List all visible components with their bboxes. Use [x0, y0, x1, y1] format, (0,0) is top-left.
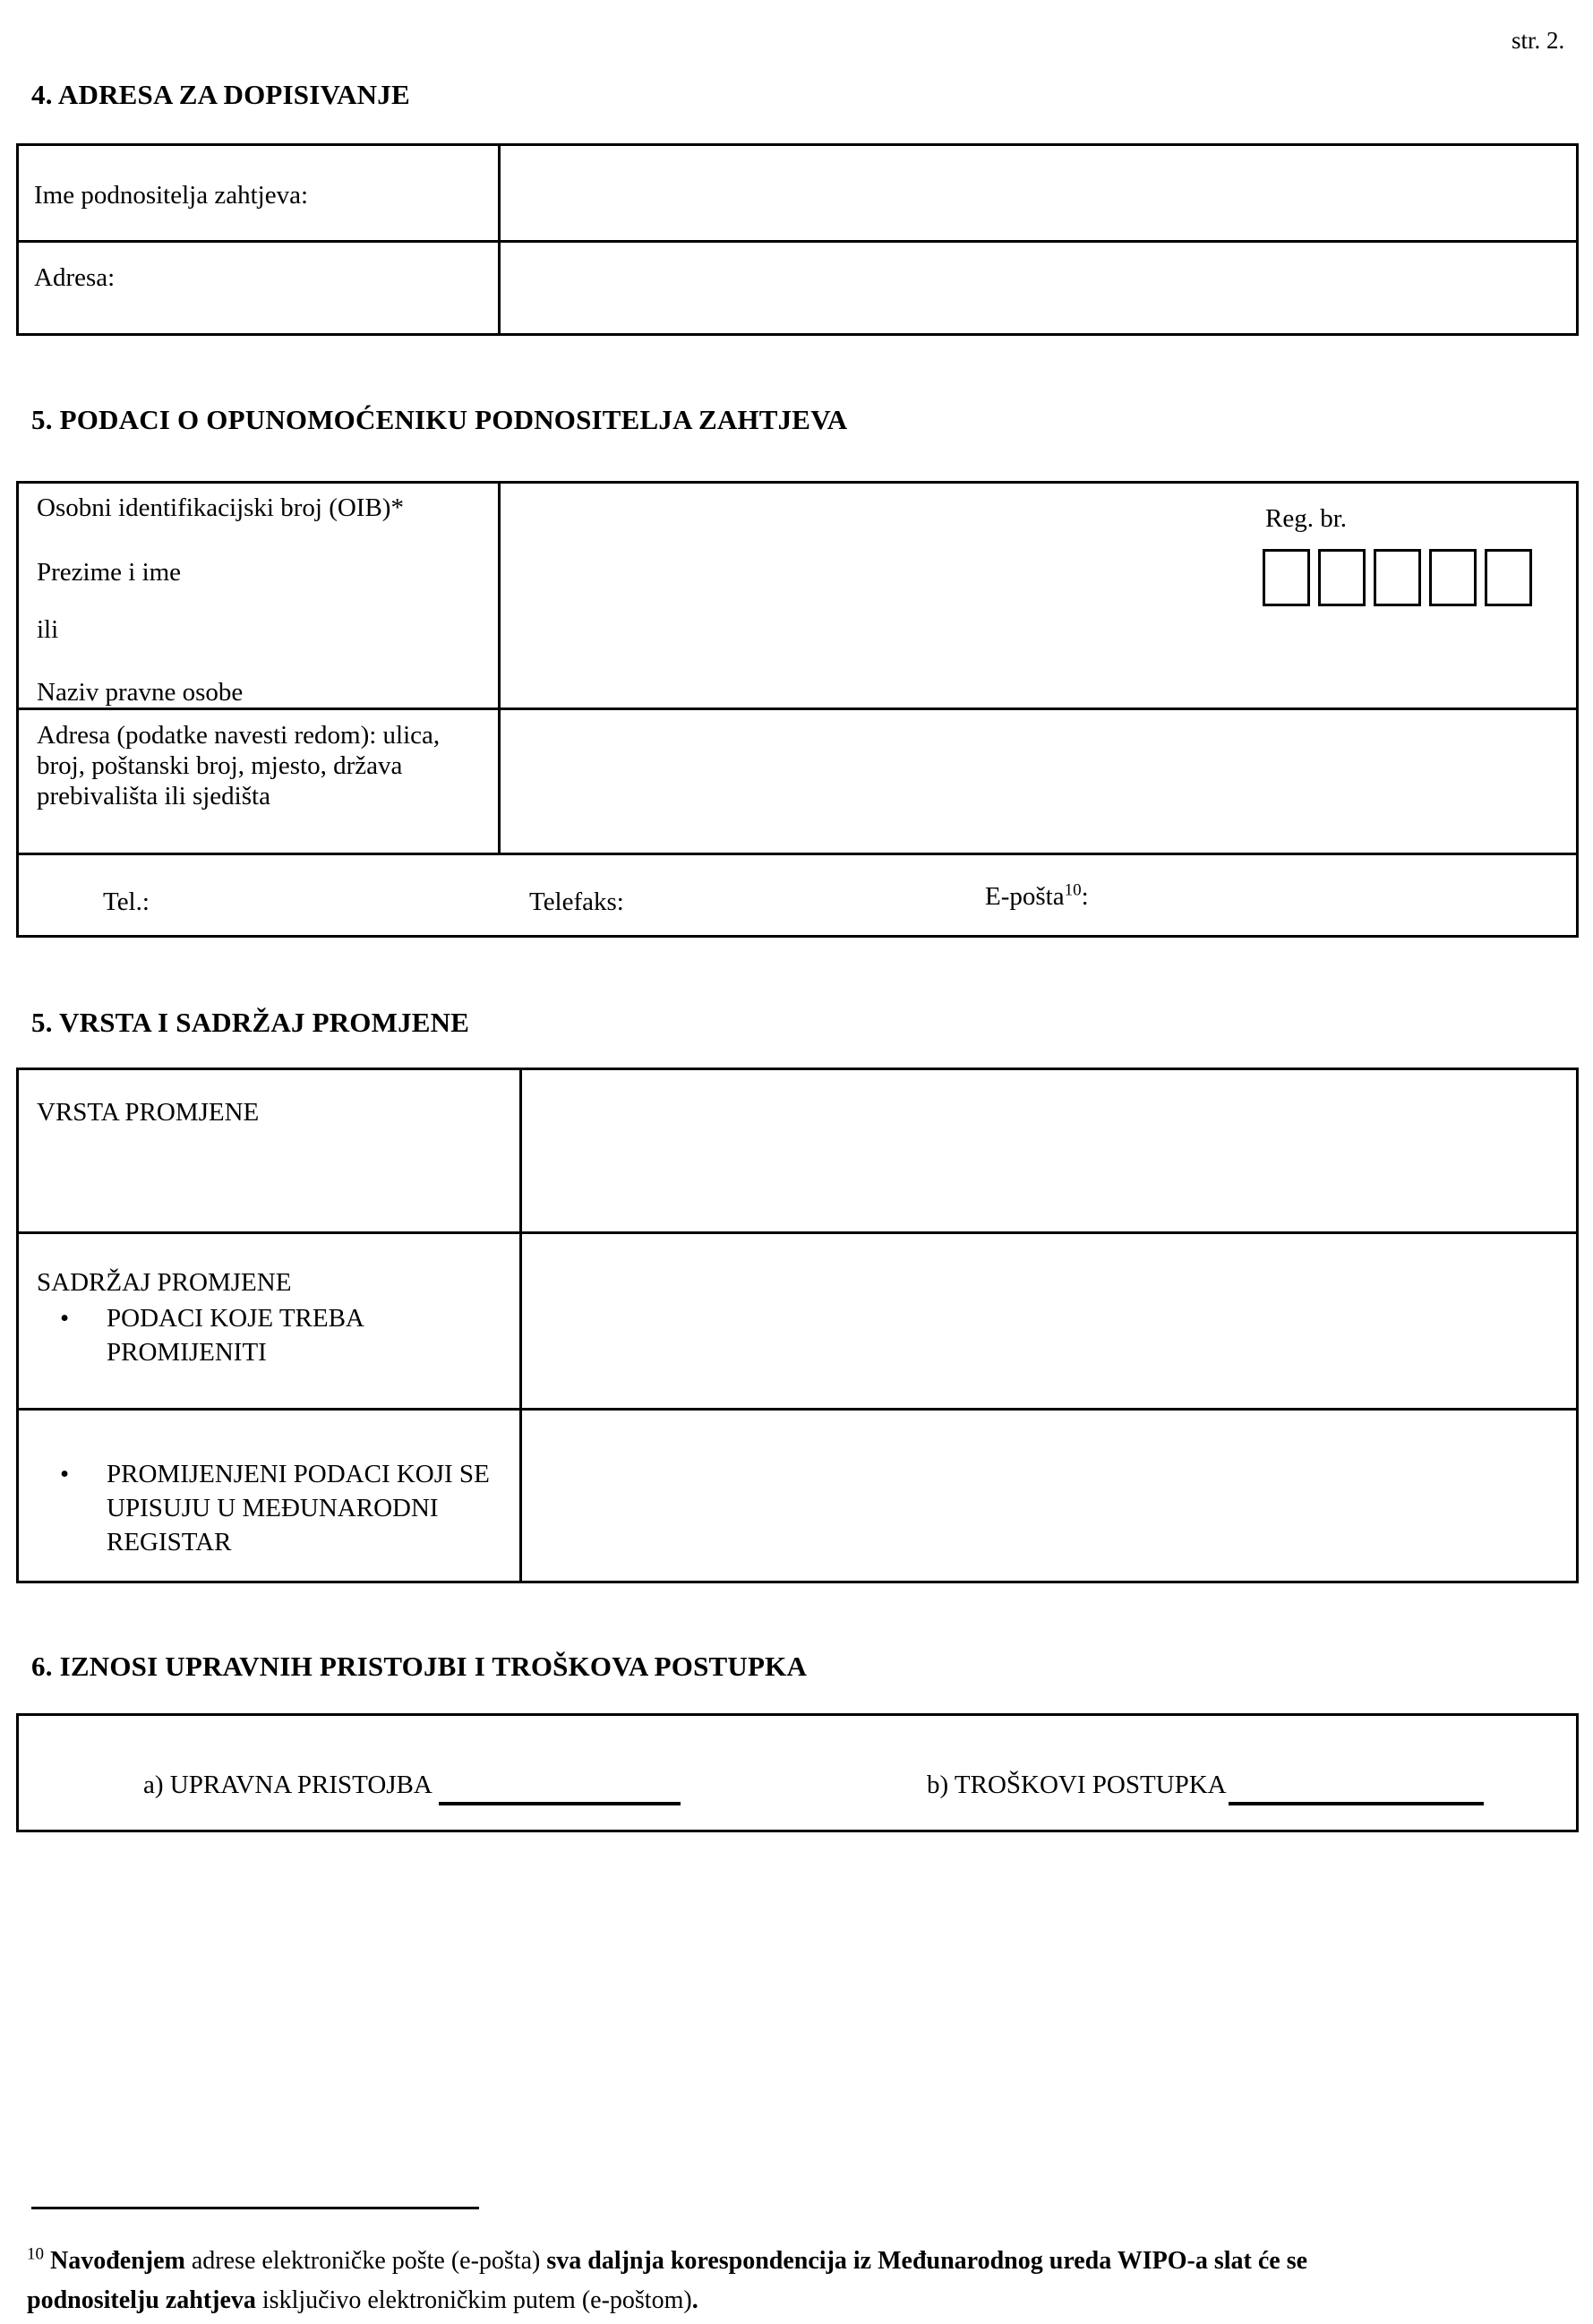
bullet-icon: • — [60, 1460, 70, 1488]
footnote-separator — [31, 2207, 479, 2209]
agent-tel-input-area[interactable] — [171, 858, 520, 935]
agent-address-input-area[interactable] — [501, 710, 1576, 853]
footnote-bold-4: . — [691, 2286, 698, 2314]
reg-no-label: Reg. br. — [1265, 504, 1348, 533]
agent-email-input-area[interactable] — [1120, 858, 1568, 935]
changed-data-label: PROMIJENJENI PODACI KOJI SE UPISUJU U MEĐUNARODNI REGISTAR — [107, 1460, 490, 1556]
reg-no-box-5[interactable] — [1485, 549, 1532, 606]
reg-no-box-4[interactable] — [1429, 549, 1477, 606]
procedure-costs-label: b) TROŠKOVI POSTUPKA — [927, 1771, 1227, 1799]
footnote-line-2 — [27, 2285, 698, 2316]
footnote-regular-2: isključivo elektroničkim putem (e-poštom) — [255, 2286, 692, 2314]
reg-no-boxes — [1263, 549, 1540, 611]
reg-no-box-2[interactable] — [1318, 549, 1366, 606]
footnote-bold-2: sva daljnja korespondencija iz Međunarodnog ureda WIPO-a slat će se — [546, 2247, 1308, 2275]
section5-agent-heading: 5. PODACI O OPUNOMOĆENIKU PODNOSITELJA ZAHTJEVA — [31, 404, 848, 435]
applicant-name-label: Ime podnositelja zahtjeva: — [34, 181, 309, 210]
reg-no-box-3[interactable] — [1374, 549, 1421, 606]
agent-email-label — [985, 881, 1089, 912]
correspondence-address-label: Adresa: — [34, 263, 116, 292]
change-type-input-area[interactable] — [522, 1070, 1576, 1231]
section5-change-heading: 5. VRSTA I SADRŽAJ PROMJENE — [31, 1007, 470, 1038]
email-footnote-ref: 10 — [1064, 880, 1082, 900]
change-content-label: SADRŽAJ PROMJENE — [37, 1268, 292, 1297]
correspondence-address-table — [16, 143, 1579, 336]
agent-identity-input-area[interactable] — [501, 484, 1253, 707]
agent-details-table — [16, 481, 1579, 938]
data-to-change-label: PODACI KOJE TREBA PROMIJENITI — [107, 1304, 364, 1367]
change-table — [16, 1068, 1579, 1583]
agent-fax-input-area[interactable] — [646, 858, 968, 935]
data-to-change-input-area[interactable] — [522, 1234, 1576, 1408]
agent-oib-label: Osobni identifikacijski broj (OIB)* — [37, 493, 404, 522]
applicant-name-input-area[interactable] — [501, 146, 1576, 240]
agent-email-label-colon: : — [1081, 882, 1089, 911]
row-divider — [19, 853, 1576, 855]
agent-fax-label: Telefaks: — [529, 888, 624, 916]
agent-email-label-text: E-pošta — [985, 882, 1065, 911]
section6-heading: 6. IZNOSI UPRAVNIH PRISTOJBI I TROŠKOVA POSTUPKA — [31, 1651, 808, 1682]
page-number: str. 2. — [1512, 27, 1565, 54]
fees-box — [16, 1713, 1579, 1832]
section4-heading: 4. ADRESA ZA DOPISIVANJE — [31, 79, 410, 110]
agent-address-label: Adresa (podatke navesti redom): ulica, broj, poštanski broj, mjesto, država prebivališta ili sjedišta — [37, 721, 441, 810]
admin-fee-fill-line[interactable] — [439, 1802, 681, 1805]
admin-fee-label: a) UPRAVNA PRISTOJBA — [143, 1771, 433, 1799]
agent-tel-label: Tel.: — [103, 888, 150, 916]
agent-or-label: ili — [37, 615, 59, 644]
agent-surname-name-label: Prezime i ime — [37, 558, 182, 587]
footnote-regular-1: adrese elektroničke pošte (e-pošta) — [184, 2247, 547, 2275]
changed-data-input-area[interactable] — [522, 1411, 1576, 1581]
footnote-marker: 10 — [27, 2244, 44, 2264]
correspondence-address-input-area[interactable] — [501, 243, 1576, 333]
change-type-label: VRSTA PROMJENE — [37, 1098, 260, 1127]
footnote-line-1 — [27, 2246, 1307, 2277]
bullet-icon: • — [60, 1304, 70, 1333]
procedure-costs-fill-line[interactable] — [1229, 1802, 1484, 1805]
footnote-bold-1: Navođenjem — [50, 2247, 185, 2275]
agent-legal-person-label: Naziv pravne osobe — [37, 678, 244, 707]
reg-no-box-1[interactable] — [1263, 549, 1310, 606]
footnote-bold-3: podnositelju zahtjeva — [27, 2286, 256, 2314]
